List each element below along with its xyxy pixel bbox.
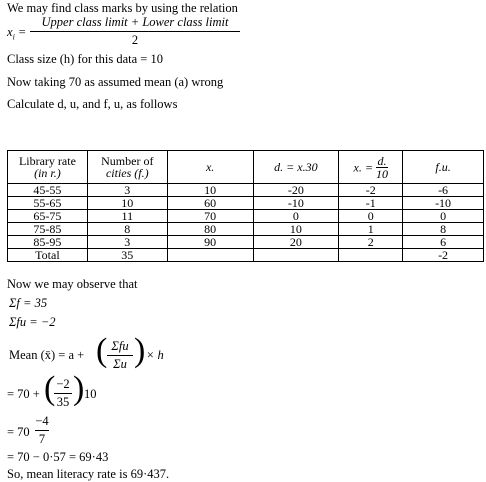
- step2-fraction-bar: [35, 430, 49, 431]
- xi-fraction-bar: [30, 31, 240, 32]
- table-cell: 10: [167, 184, 253, 197]
- table-cell: 90: [167, 236, 253, 249]
- table-total-row: [8, 249, 484, 262]
- mean-formula-lhs: Mean (x̄) = a +: [9, 348, 85, 362]
- table-row: [8, 223, 484, 236]
- table-cell: 65-75: [8, 210, 88, 223]
- table-cell: 0: [253, 210, 339, 223]
- xi-numerator: Upper class limit + Lower class limit: [41, 15, 229, 29]
- table-row: [8, 236, 484, 249]
- table-cell: 0: [339, 210, 403, 223]
- table-cell: 3: [87, 236, 167, 249]
- table-cell: 80: [167, 223, 253, 236]
- table-cell: 75-85: [8, 223, 88, 236]
- table-cell: -6: [403, 184, 484, 197]
- table-cell: -1: [339, 197, 403, 210]
- table-cell: -20: [253, 184, 339, 197]
- table-cell: 0: [403, 210, 484, 223]
- header-cities: Number of cities (f.): [87, 151, 167, 184]
- table-cell: 10: [87, 197, 167, 210]
- table-cell: -10: [403, 197, 484, 210]
- assumed-mean-line: Now taking 70 as assumed mean (a) wrong: [7, 75, 224, 89]
- step1-paren-right: ): [73, 370, 85, 407]
- table-cell: 35: [87, 249, 167, 262]
- header-library-rate: Library rate (in r.): [8, 151, 88, 184]
- observe-line: Now we may observe that: [7, 277, 138, 291]
- step1-denominator: 35: [56, 395, 70, 409]
- table-cell: 11: [87, 210, 167, 223]
- table-cell: [339, 249, 403, 262]
- table-cell: [253, 249, 339, 262]
- table-cell: 45-55: [8, 184, 88, 197]
- table-cell: 85-95: [8, 236, 88, 249]
- table-cell: 3: [87, 184, 167, 197]
- sum-fu-line: Σfu = −2: [9, 315, 56, 329]
- xi-denominator: 2: [131, 33, 139, 47]
- table-cell: 60: [167, 197, 253, 210]
- table-cell: Total: [8, 249, 88, 262]
- step2-denominator: 7: [38, 432, 46, 446]
- table-cell: -10: [253, 197, 339, 210]
- step1-paren-left: (: [44, 370, 56, 407]
- conclusion-line: So, mean literacy rate is 69·437.: [7, 467, 170, 481]
- class-size-line: Class size (h) for this data = 10: [7, 52, 163, 66]
- step1-numerator: −2: [56, 377, 70, 391]
- mean-paren-right: ): [134, 332, 146, 369]
- table-cell: 8: [87, 223, 167, 236]
- mean-formula-rhs: × h: [146, 348, 164, 362]
- xi-formula-lhs: $x_i$ =: [7, 25, 27, 42]
- intro-line: We may find class marks by using the relation: [7, 1, 238, 15]
- table-cell: 1: [339, 223, 403, 236]
- step2-lhs: = 70: [7, 425, 30, 439]
- table-cell: 6: [403, 236, 484, 249]
- step3-line: = 70 − 0·57 = 69·43: [7, 450, 109, 464]
- step1-rhs: 10: [84, 387, 97, 401]
- header-xi: x.: [167, 151, 253, 184]
- mean-fraction-bar: [107, 355, 133, 356]
- header-ui: x. = $\frac{d.}{10}$: [339, 151, 403, 184]
- table-row: [8, 184, 484, 197]
- frequency-table: [7, 150, 484, 262]
- mean-paren-left: (: [96, 332, 108, 369]
- table-cell: 20: [253, 236, 339, 249]
- sum-f-line: Σf = 35: [9, 296, 48, 310]
- table-row: [8, 197, 484, 210]
- step2-numerator: −4: [35, 414, 49, 428]
- table-header-row: [8, 151, 484, 184]
- table-cell: 2: [339, 236, 403, 249]
- table-cell: 8: [403, 223, 484, 236]
- table-cell: 10: [253, 223, 339, 236]
- table-row: [8, 210, 484, 223]
- step1-lhs: = 70 +: [7, 387, 40, 401]
- header-di: d. = x.30: [253, 151, 339, 184]
- table-cell: [167, 249, 253, 262]
- header-fu: f.u.: [403, 151, 484, 184]
- table-cell: -2: [403, 249, 484, 262]
- mean-numerator: Σfu: [111, 339, 129, 353]
- table-cell: 55-65: [8, 197, 88, 210]
- table-cell: -2: [339, 184, 403, 197]
- step1-fraction-bar: [54, 393, 72, 394]
- calculate-line: Calculate d, u, and f, u, as follows: [7, 97, 178, 111]
- mean-denominator: Σu: [113, 357, 127, 371]
- table-cell: 70: [167, 210, 253, 223]
